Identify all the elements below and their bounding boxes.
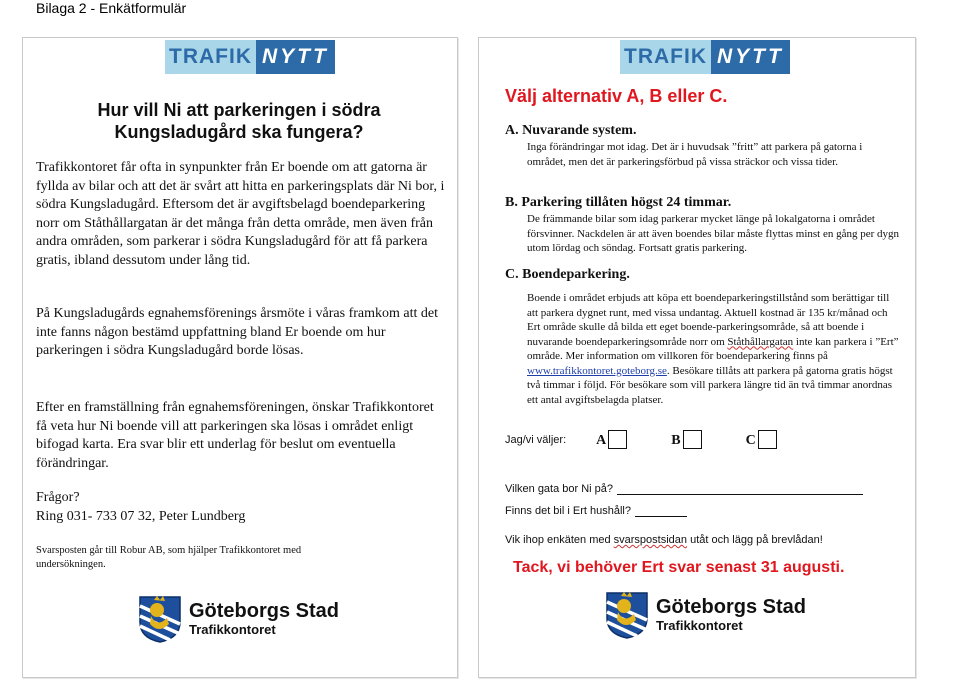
option-c-description (527, 291, 902, 407)
option-b-description: De främmande bilar som idag parkerar mycket länge på lokalgatorna i området försvinner. Nackdelen är att även boendes bilar måste flyttas minst en gång per dygn utom lördag och söndag. Fortsatt gratis parkering. (527, 213, 900, 254)
option-a-description: Inga förändringar mot idag. Det är i huvudsak ”fritt” att parkera på gatorna i området, men det är parkeringsförbud på vissa sträckor och vissa tider. (527, 141, 863, 168)
option-c-text-3: . Besökare tillåts att parkera på gatorna gratis högst två timmar i följd. För besökare som vill parkera längre tid än två timmar anordnas ett antal avgiftsbelagda platser. (527, 364, 893, 406)
masthead-part-a: TRAFIK (624, 45, 707, 68)
paragraph-intro: Trafikkontoret får ofta in synpunkter från Er boende om att gatorna är fyllda av bilar och att det är svårt att hitta en parkeringsplats där Ni bor, i södra Kungsladugård. Eftersom det är avgiftsbelagd boendeparkering norr om Ståthållargatan är det många från detta område, men även från andra områden, som parkerar i södra Kungsladugård för att få parkera gratis, ibland dessutom under lång tid. (36, 160, 445, 268)
option-c-text-1: Boende i området erbjuds att köpa ett boendeparkeringstillstånd som berättigar till att parkera dygnet runt, med vissa undantag. Aktuell kostnad är 135 kr/månad och Ert område skulle då bilda ett eget boende-parkeringsområde, så att boende i nuvarande boendeparkeringsområde norr om (527, 292, 890, 348)
option-c-text-2: inte kan parkera i ”Ert” område. Mer information om villkoren för boendeparkering finns på (527, 335, 899, 362)
choice-c-checkbox[interactable] (758, 430, 777, 449)
option-a-heading: A. Nuvarande system. (505, 123, 637, 138)
choice-b[interactable] (671, 430, 701, 449)
choice-label: Jag/vi väljer: (505, 433, 567, 446)
trafikkontoret-link[interactable]: www.trafikkontoret.goteborg.se (527, 364, 667, 377)
contact-line: Ring 031- 733 07 32, Peter Lundberg (36, 508, 246, 524)
goteborg-crest-icon (604, 590, 650, 640)
goteborg-logo (604, 590, 806, 640)
logo-title: Göteborgs Stad (189, 600, 340, 622)
choice-a-checkbox[interactable] (608, 430, 627, 449)
choice-a[interactable] (596, 430, 627, 449)
street-answer-field[interactable] (617, 483, 863, 495)
logo-title: Göteborgs Stad (656, 596, 807, 618)
masthead-part-a: TRAFIK (169, 45, 252, 68)
choose-alternative-title: Välj alternativ A, B eller C. (505, 86, 728, 106)
street-question (505, 483, 863, 495)
trafiknytt-masthead (620, 40, 784, 74)
masthead-part-b: NYTT (256, 40, 335, 74)
instruction-text-1: Vik ihop enkäten med (505, 534, 614, 546)
goteborg-crest-icon (137, 594, 183, 644)
contact-block (36, 489, 448, 526)
instruction-word: svarspostsidan (613, 534, 688, 546)
option-b-heading: B. Parkering tillåten högst 24 timmar. (505, 195, 732, 210)
letter-page (22, 37, 458, 678)
car-answer-field[interactable] (635, 505, 687, 517)
folding-instruction (505, 534, 823, 546)
paragraph-meeting: På Kungsladugårds egnahemsförenings årsmöte i våras framkom att det inte fanns någon bestämd uppfattning bland Er boende om hur parkeringen i södra Kungsladugård borde lösas. (36, 306, 439, 358)
footnote: Svarsposten går till Robur AB, som hjälper Trafikkontoret med undersökningen. (36, 545, 302, 570)
option-c-heading: C. Boendeparkering. (505, 267, 630, 282)
street-name: Ståthållargatan (727, 335, 794, 348)
choice-b-letter: B (671, 433, 681, 448)
questions-title: Frågor? (36, 490, 80, 505)
choice-b-checkbox[interactable] (683, 430, 702, 449)
masthead-part-b: NYTT (711, 40, 790, 74)
survey-form-page (478, 37, 916, 678)
deadline-notice: Tack, vi behöver Ert svar senast 31 augusti. (513, 559, 845, 576)
goteborg-logo (137, 594, 339, 644)
choice-row (505, 430, 821, 449)
street-question-label: Vilken gata bor Ni på? (505, 483, 614, 495)
choice-c-letter: C (745, 433, 756, 448)
logo-subtitle: Trafikkontoret (656, 618, 743, 633)
instruction-text-2: utåt och lägg på brevlådan! (687, 534, 823, 546)
car-question-label: Finns det bil i Ert hushåll? (505, 505, 631, 517)
car-question (505, 505, 687, 517)
logo-subtitle: Trafikkontoret (189, 622, 276, 637)
document-caption: Bilaga 2 - Enkätformulär (36, 0, 187, 16)
trafiknytt-masthead (165, 40, 329, 74)
choice-a-letter: A (596, 433, 607, 448)
paragraph-request: Efter en framställning från egnahemsföreningen, önskar Trafikkontoret få veta hur Ni boende vill att parkeringen ska lösas i området enligt bifogad karta. Era svar blir ett underlag för beslut om eventuella förändringar. (36, 400, 434, 471)
choice-c[interactable] (746, 430, 777, 449)
letter-headline: Hur vill Ni att parkeringen i södra Kungsladugård ska fungera? (97, 100, 381, 142)
